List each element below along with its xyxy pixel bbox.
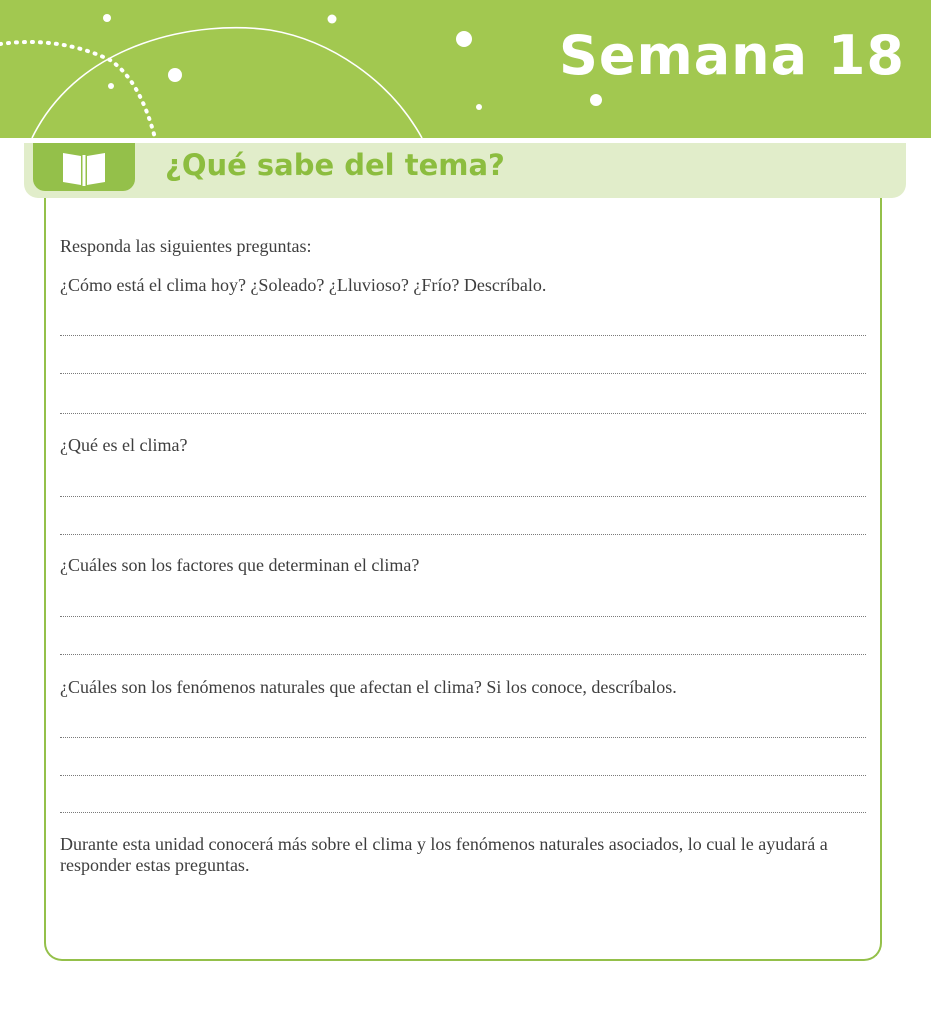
answer-line[interactable] xyxy=(60,812,866,813)
answer-line[interactable] xyxy=(60,496,866,497)
question-3: ¿Cuáles son los factores que determinan el clima? xyxy=(60,555,420,575)
answer-line[interactable] xyxy=(60,616,866,617)
section-icon-tab xyxy=(33,143,135,191)
question-2: ¿Qué es el clima? xyxy=(60,435,188,455)
answer-line[interactable] xyxy=(60,654,866,655)
answer-line[interactable] xyxy=(60,534,866,535)
header-band xyxy=(0,0,931,138)
question-1: ¿Cómo está el clima hoy? ¿Soleado? ¿Lluvioso? ¿Frío? Descríbalo. xyxy=(60,275,547,295)
answer-line[interactable] xyxy=(60,775,866,776)
instruction-text: Responda las siguientes preguntas: xyxy=(60,236,312,256)
answer-line[interactable] xyxy=(60,373,866,374)
answer-line[interactable] xyxy=(60,335,866,336)
question-4: ¿Cuáles son los fenómenos naturales que afectan el clima? Si los conoce, descríbalos. xyxy=(60,677,677,697)
answer-line[interactable] xyxy=(60,413,866,414)
closing-text: Durante esta unidad conocerá más sobre el clima y los fenómenos naturales asociados, lo cual le ayudará a responder estas preguntas. xyxy=(60,834,828,875)
week-title: Semana 18 xyxy=(558,24,905,87)
answer-line[interactable] xyxy=(60,737,866,738)
section-title: ¿Qué sabe del tema? xyxy=(165,148,505,182)
book-icon xyxy=(33,143,135,191)
